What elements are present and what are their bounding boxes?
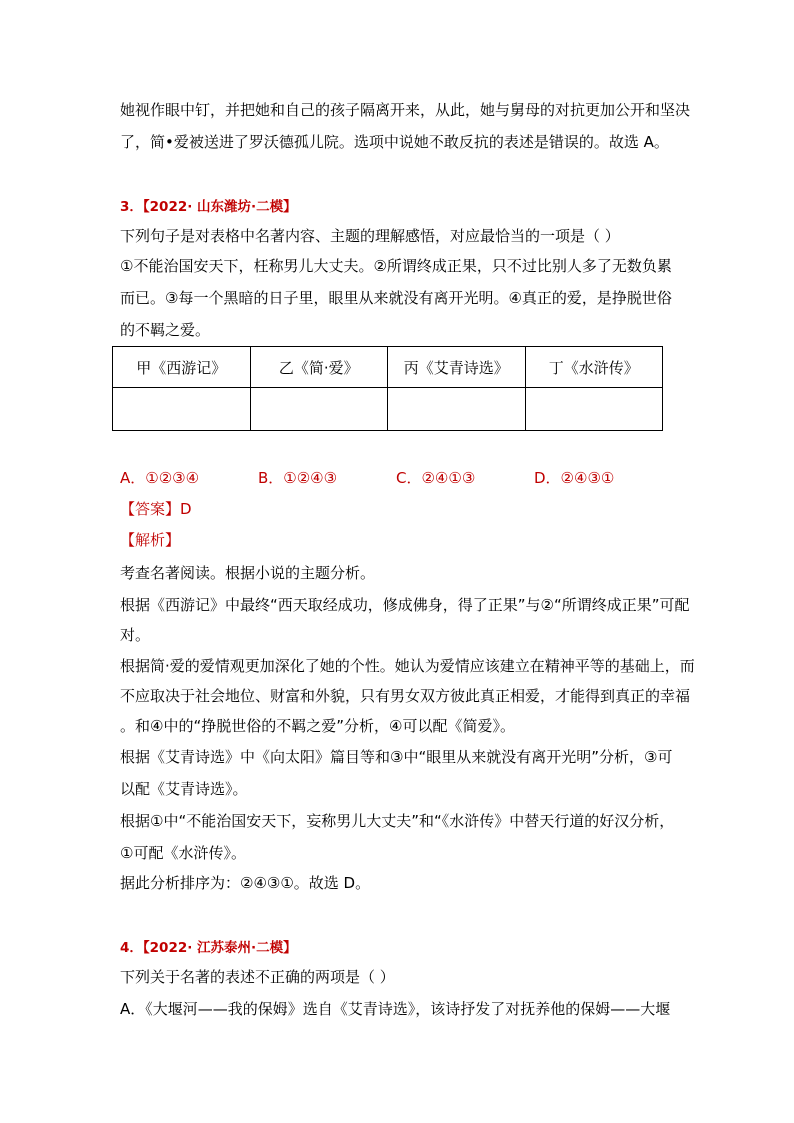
question-number: 3． bbox=[120, 199, 143, 215]
answer-label: 【答案】D bbox=[120, 500, 192, 518]
sentence-line-2: 而已。③每一个黑暗的日子里，眼里从来就没有离开光明。④真正的爱，是挣脱世俗 bbox=[120, 289, 672, 307]
books-table bbox=[112, 346, 663, 431]
analysis-line: 根据①中“不能治国安天下，妄称男儿大丈夫”和“《水浒传》中替天行道的好汉分析， bbox=[120, 812, 675, 830]
question-3-heading bbox=[120, 196, 297, 217]
table-cell bbox=[113, 388, 251, 431]
table-cell bbox=[525, 388, 663, 431]
analysis-label: 【解析】 bbox=[120, 531, 181, 549]
table-header-cell: 丙《艾青诗选》 bbox=[388, 347, 526, 388]
analysis-line: 根据《艾青诗选》中《向太阳》篇目等和③中“眼里从来就没有离开光明”分析，③可 bbox=[120, 748, 673, 766]
analysis-line: ①可配《水浒传》。 bbox=[120, 844, 246, 862]
table-cell bbox=[388, 388, 526, 431]
table-header-cell: 甲《西游记》 bbox=[113, 347, 251, 388]
analysis-line: 根据简·爱的爱情观更加深化了她的个性。她认为爱情应该建立在精神平等的基础上，而 bbox=[120, 657, 695, 675]
analysis-line: 据此分析排序为：②④③①。故选 D。 bbox=[120, 874, 371, 892]
analysis-line: 以配《艾青诗选》。 bbox=[120, 780, 248, 798]
sentence-line-3: 的不羁之爱。 bbox=[120, 321, 211, 339]
option-d: D．②④③① bbox=[534, 469, 615, 487]
analysis-line: 考查名著阅读。根据小说的主题分析。 bbox=[120, 564, 376, 582]
question-3-stem: 下列句子是对表格中名著内容、主题的理解感悟，对应最恰当的一项是（ ） bbox=[120, 227, 620, 245]
table-header-cell: 丁《水浒传》 bbox=[525, 347, 663, 388]
table-header-row bbox=[113, 347, 663, 388]
option-c: C．②④①③ bbox=[396, 469, 476, 487]
analysis-line: 对。 bbox=[120, 626, 151, 644]
analysis-line: 根据《西游记》中最终“西天取经成功，修成佛身，得了正果”与②“所谓终成正果”可配 bbox=[120, 596, 690, 614]
question-source: 【2022· 山东潍坊·二模】 bbox=[142, 199, 297, 215]
question-4-stem: 下列关于名著的表述不正确的两项是（ ） bbox=[120, 968, 395, 986]
question-4-option-a: A．《大堰河——我的保姆》选自《艾青诗选》，该诗抒发了对抚养他的保姆——大堰 bbox=[120, 1000, 671, 1018]
sentence-line-1: ①不能治国安天下，枉称男儿大丈夫。②所谓终成正果，只不过比别人多了无数负累 bbox=[120, 257, 672, 275]
table-row bbox=[113, 388, 663, 431]
intro-line-2: 了，简•爱被送进了罗沃德孤儿院。选项中说她不敢反抗的表述是错误的。故选 A。 bbox=[120, 133, 669, 151]
question-number: 4． bbox=[120, 940, 143, 956]
question-4-heading bbox=[120, 937, 297, 958]
analysis-line: 不应取决于社会地位、财富和外貌，只有男女双方彼此真正相爱，才能得到真正的幸福 bbox=[120, 687, 691, 705]
intro-line-1: 她视作眼中钉，并把她和自己的孩子隔离开来，从此，她与舅母的对抗更加公开和坚决 bbox=[120, 101, 691, 119]
option-b: B．①②④③ bbox=[258, 469, 338, 487]
option-a: A．①②③④ bbox=[120, 469, 200, 487]
table-header-cell: 乙《简·爱》 bbox=[250, 347, 388, 388]
analysis-line: 。和④中的“挣脱世俗的不羁之爱”分析，④可以配《简爱》。 bbox=[120, 717, 515, 735]
table-cell bbox=[250, 388, 388, 431]
question-source: 【2022· 江苏泰州·二模】 bbox=[142, 940, 297, 956]
